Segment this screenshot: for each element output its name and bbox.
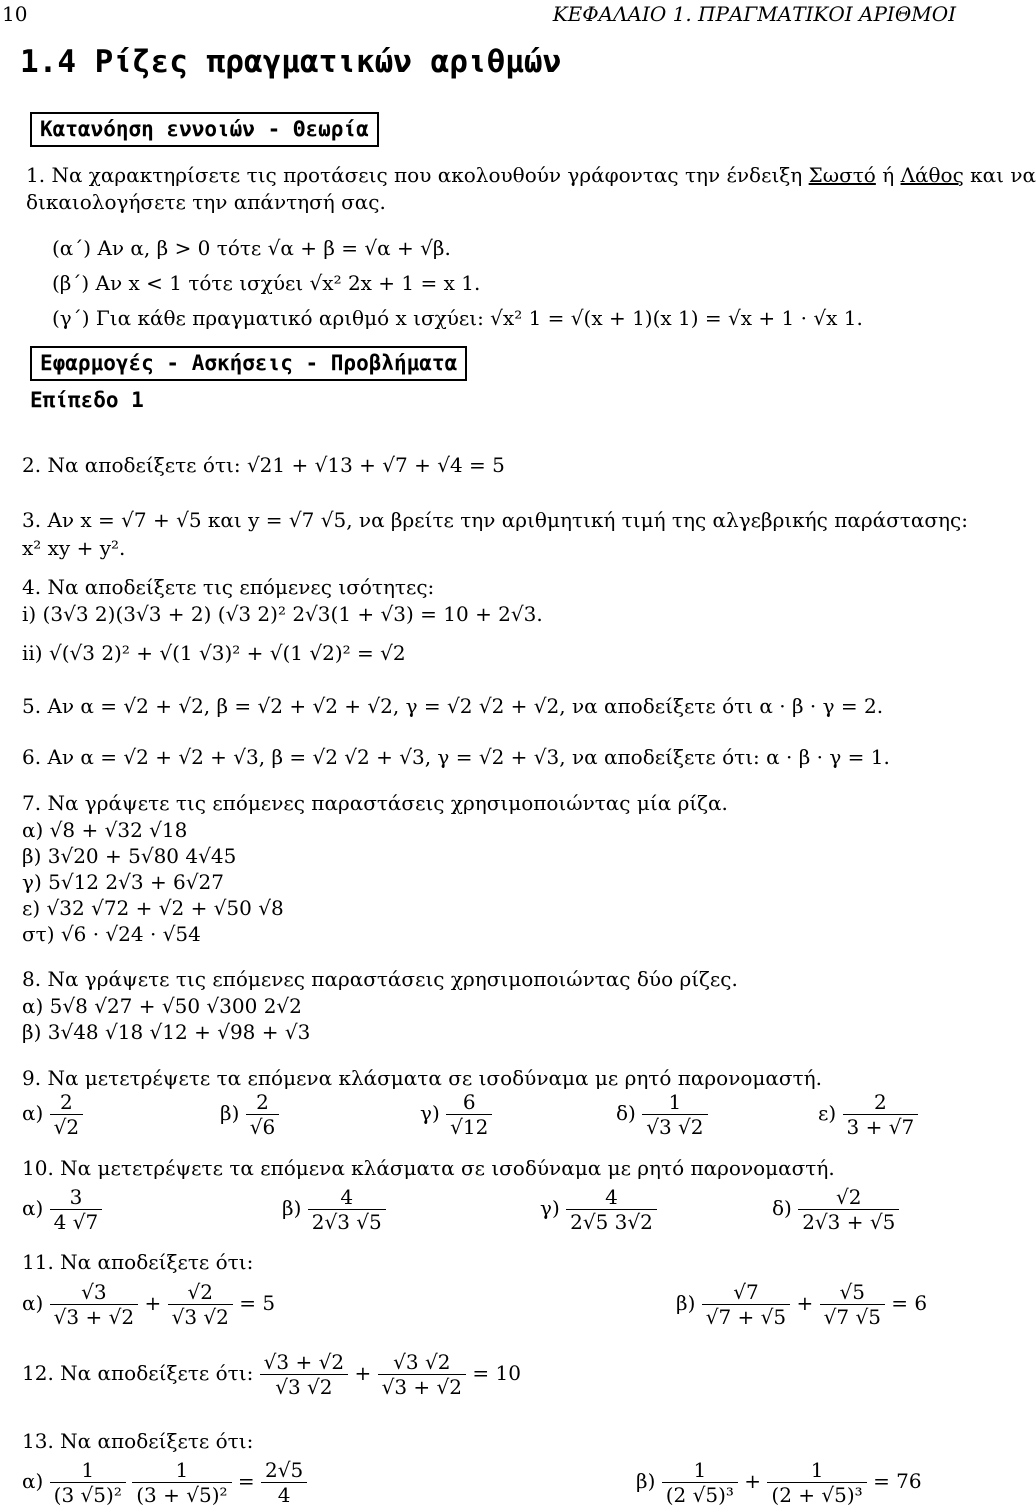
fraction	[168, 1280, 233, 1329]
q1-or: ή	[875, 163, 901, 187]
fraction	[378, 1350, 466, 1399]
q9-item	[616, 1090, 708, 1139]
q12	[22, 1350, 521, 1399]
page-number: 10	[2, 2, 28, 26]
q13-b	[636, 1458, 922, 1507]
fraction	[50, 1458, 126, 1507]
operator: +	[354, 1361, 372, 1385]
q1-wrong-word: Λάθος	[900, 163, 964, 187]
q9-item	[818, 1090, 918, 1139]
fraction	[798, 1185, 899, 1234]
q8-item: β) 3√48 √18 √12 + √98 + √3	[22, 1020, 311, 1044]
fraction	[261, 1458, 307, 1507]
numerator: √2	[798, 1185, 899, 1210]
q13-a-label: α)	[22, 1469, 44, 1493]
q7-item: β) 3√20 + 5√80 4√45	[22, 844, 237, 868]
q10-item	[22, 1185, 102, 1234]
q13-title: 13. Να αποδείξετε ότι:	[22, 1429, 254, 1453]
numerator: 1	[642, 1090, 707, 1115]
q1-correct-word: Σωστό	[808, 163, 876, 187]
q8-title: 8. Να γράψετε τις επόμενες παραστάσεις χρησιμοποιώντας δύο ρίζες.	[22, 967, 738, 991]
denominator: √3 √2	[646, 1115, 704, 1139]
denominator: 2√3 √5	[311, 1210, 382, 1234]
q1-intro-b: και να	[963, 163, 1036, 187]
fraction	[843, 1090, 919, 1139]
q10-item	[772, 1185, 899, 1234]
operator: +	[144, 1291, 162, 1315]
q2: 2. Να αποδείξετε ότι: √21 + √13 + √7 + √4 = 5	[22, 453, 505, 477]
q11-a	[22, 1280, 275, 1329]
q7-item: στ) √6 · √24 · √54	[22, 922, 201, 946]
numerator: 1	[767, 1458, 866, 1483]
denominator: (3 √5)²	[53, 1483, 122, 1507]
q9-label: δ)	[616, 1101, 636, 1125]
fraction	[260, 1350, 348, 1399]
fraction	[50, 1280, 138, 1329]
q4-i: i) (3√3 2)(3√3 + 2) (√3 2)² 2√3(1 + √3) = 10 + 2√3.	[22, 602, 543, 626]
operator: +	[796, 1291, 814, 1315]
denominator: 4 √7	[53, 1210, 99, 1234]
denominator: √7 √5	[823, 1305, 881, 1329]
fraction	[702, 1280, 790, 1329]
rhs: = 76	[873, 1469, 922, 1493]
numerator: 4	[566, 1185, 657, 1210]
numerator: 1	[662, 1458, 738, 1483]
numerator: √2	[168, 1280, 233, 1305]
q11-a-label: α)	[22, 1291, 44, 1315]
denominator: 2√5 3√2	[570, 1210, 653, 1234]
q10-label: δ)	[772, 1196, 792, 1220]
q11-b-label: β)	[676, 1291, 696, 1315]
q7-item: ε) √32 √72 + √2 + √50 √8	[22, 896, 284, 920]
denominator: √3 √2	[275, 1375, 333, 1399]
denominator: √7 + √5	[705, 1305, 787, 1329]
q13-b-label: β)	[636, 1469, 656, 1493]
denominator: 3 + √7	[846, 1115, 915, 1139]
denominator: √12	[450, 1115, 489, 1139]
numerator: √3	[50, 1280, 138, 1305]
numerator: 6	[446, 1090, 492, 1115]
q9-item	[420, 1090, 492, 1139]
section-title: 1.4 Ρίζες πραγματικών αριθμών	[20, 44, 562, 80]
denominator: √3 + √2	[53, 1305, 135, 1329]
numerator: √3 √2	[378, 1350, 466, 1375]
denominator: √2	[53, 1115, 80, 1139]
operator: +	[744, 1469, 762, 1493]
q10-item	[282, 1185, 386, 1234]
fraction	[308, 1185, 386, 1234]
q1-item-b: (β΄) Αν x < 1 τότε ισχύει √x² 2x + 1 = x 1.	[52, 271, 481, 295]
fraction	[246, 1090, 279, 1139]
denominator: (3 + √5)²	[136, 1483, 228, 1507]
q1-intro-a: 1. Να χαρακτηρίσετε τις προτάσεις που ακολουθούν γράφοντας την ένδειξη	[26, 163, 809, 187]
fraction	[820, 1280, 885, 1329]
denominator: √3 √2	[171, 1305, 229, 1329]
q1-item-c: (γ΄) Για κάθε πραγματικό αριθμό x ισχύει: √x² 1 = √(x + 1)(x 1) = √x + 1 · √x 1.	[52, 306, 863, 330]
denominator: √6	[249, 1115, 276, 1139]
fraction	[446, 1090, 492, 1139]
fraction	[642, 1090, 707, 1139]
denominator: (2 √5)³	[665, 1483, 734, 1507]
q10-title: 10. Να μετετρέψετε τα επόμενα κλάσματα σε ισοδύναμα με ρητό παρονομαστή.	[22, 1156, 835, 1180]
denominator: 4	[277, 1483, 291, 1507]
fraction	[662, 1458, 738, 1507]
q9-item	[220, 1090, 279, 1139]
q9-label: β)	[220, 1101, 240, 1125]
numerator: 4	[308, 1185, 386, 1210]
q9-item	[22, 1090, 83, 1139]
q13-a	[22, 1458, 307, 1507]
numerator: 2	[246, 1090, 279, 1115]
q10-label: α)	[22, 1196, 44, 1220]
numerator: 2	[843, 1090, 919, 1115]
subsection-theory: Κατανόηση εννοιών - Θεωρία	[30, 112, 379, 147]
q9-label: γ)	[420, 1101, 440, 1125]
rhs: = 6	[891, 1291, 928, 1315]
numerator: 2	[50, 1090, 83, 1115]
q4-title: 4. Να αποδείξετε τις επόμενες ισότητες:	[22, 575, 435, 599]
equals: =	[237, 1469, 255, 1493]
q10-label: β)	[282, 1196, 302, 1220]
denominator: 2√3 + √5	[802, 1210, 896, 1234]
q9-label: ε)	[818, 1101, 837, 1125]
fraction	[50, 1090, 83, 1139]
numerator: 3	[50, 1185, 103, 1210]
fraction	[132, 1458, 231, 1507]
q8-item: α) 5√8 √27 + √50 √300 2√2	[22, 994, 302, 1018]
q1-item-a: (α΄) Αν α, β > 0 τότε √α + β = √α + √β.	[52, 236, 451, 260]
subsection-exercises: Εφαρμογές - Ασκήσεις - Προβλήματα	[30, 346, 467, 381]
q9-label: α)	[22, 1101, 44, 1125]
q9-title: 9. Να μετετρέψετε τα επόμενα κλάσματα σε ισοδύναμα με ρητό παρονομαστή.	[22, 1066, 822, 1090]
level-heading: Επίπεδο 1	[30, 388, 144, 412]
numerator: √7	[702, 1280, 790, 1305]
numerator: 1	[50, 1458, 126, 1483]
numerator: 2√5	[261, 1458, 307, 1483]
denominator: √3 + √2	[381, 1375, 462, 1399]
q3-line2: x² xy + y².	[22, 536, 126, 560]
rhs: = 5	[239, 1291, 276, 1315]
q5: 5. Αν α = √2 + √2, β = √2 + √2 + √2, γ = √2 √2 + √2, να αποδείξετε ότι α · β · γ = 2.	[22, 694, 884, 718]
q7-item: α) √8 + √32 √18	[22, 818, 188, 842]
numerator: √5	[820, 1280, 885, 1305]
q1-intro-line1	[26, 162, 1036, 188]
q10-label: γ)	[540, 1196, 560, 1220]
q7-title: 7. Να γράψετε τις επόμενες παραστάσεις χρησιμοποιώντας μία ρίζα.	[22, 791, 728, 815]
q11-title: 11. Να αποδείξετε ότι:	[22, 1250, 254, 1274]
q6: 6. Αν α = √2 + √2 + √3, β = √2 √2 + √3, γ = √2 + √3, να αποδείξετε ότι: α · β · γ = 1.	[22, 745, 890, 769]
fraction	[566, 1185, 657, 1234]
q12-title: 12. Να αποδείξετε ότι:	[22, 1361, 254, 1385]
numerator: √3 + √2	[260, 1350, 348, 1375]
q11-b	[676, 1280, 927, 1329]
q3-line1: 3. Αν x = √7 + √5 και y = √7 √5, να βρείτε την αριθμητική τιμή της αλγεβρικής παράστασης:	[22, 508, 968, 532]
fraction	[767, 1458, 866, 1507]
q4-ii: ii) √(√3 2)² + √(1 √3)² + √(1 √2)² = √2	[22, 641, 406, 665]
fraction	[50, 1185, 103, 1234]
numerator: 1	[132, 1458, 231, 1483]
q10-item	[540, 1185, 657, 1234]
chapter-header: ΚΕΦΑΛΑΙΟ 1. ΠΡΑΓΜΑΤΙΚΟΙ ΑΡΙΘΜΟΙ	[552, 2, 956, 26]
denominator: (2 + √5)³	[771, 1483, 863, 1507]
q7-item: γ) 5√12 2√3 + 6√27	[22, 870, 224, 894]
q1-intro-line2: δικαιολογήσετε την απάντησή σας.	[26, 190, 386, 214]
rhs: = 10	[472, 1361, 521, 1385]
